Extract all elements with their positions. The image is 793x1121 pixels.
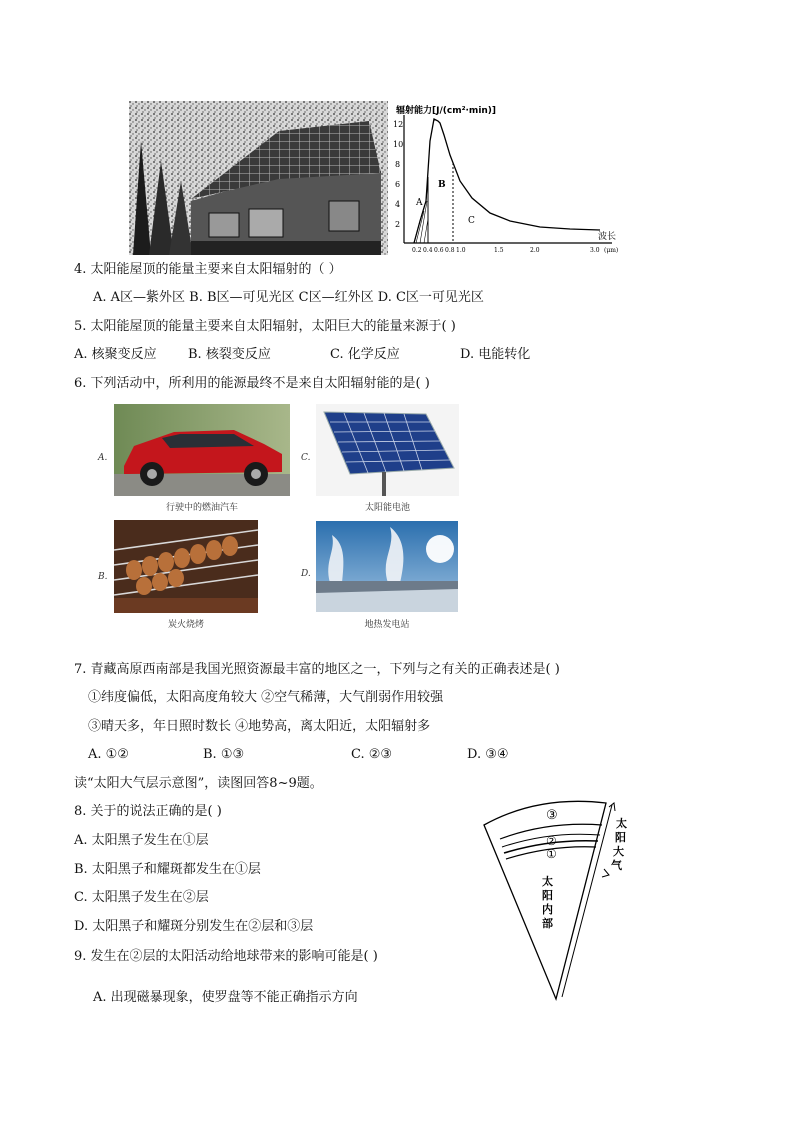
q5-option-c: C. 化学反应: [330, 347, 400, 362]
q7-statement-1-2: ①纬度偏低，太阳高度角较大 ②空气稀薄，大气削弱作用较强: [88, 690, 444, 705]
q6-img-d-caption: 地热发电站: [364, 620, 410, 630]
y-tick: 4: [395, 200, 401, 209]
x-tick: 0.2: [412, 247, 422, 254]
layer-1-label: ①: [546, 847, 557, 861]
house-illustration: [129, 101, 388, 255]
q6-img-a-caption: 行驶中的燃油汽车: [165, 503, 238, 513]
q8-option-a: A. 太阳黑子发生在①层: [74, 833, 209, 848]
sun-atmosphere-char: 大: [613, 845, 624, 858]
q8-option-c: C. 太阳黑子发生在②层: [74, 890, 209, 905]
x-tick: 1.5: [494, 247, 504, 254]
q6-stem: 6. 下列活动中，所利用的能源最终不是来自太阳辐射能的是( ): [74, 376, 430, 391]
q7-stem: 7. 青藏高原西南部是我国光照资源最丰富的地区之一，下列与之有关的正确表述是( ): [74, 662, 560, 677]
x-tick: 1.0: [456, 247, 466, 254]
sun-interior-char: 太: [542, 875, 553, 888]
sun-atmosphere-char: 气: [611, 859, 622, 872]
q6-image-car: [114, 404, 290, 496]
sun-interior-char: 阳: [542, 889, 553, 902]
q7-option-a: A. ①②: [88, 747, 129, 762]
region-label-c: C: [468, 216, 475, 226]
geothermal-picture: [316, 521, 458, 612]
solar-panel-picture: [316, 404, 459, 496]
q6-img-b-letter: B.: [98, 572, 108, 582]
chart-xlabel: 波长: [598, 232, 617, 242]
sun-layers-svg: [478, 795, 638, 1005]
q6-img-b-caption: 炭火烧烤: [167, 620, 204, 630]
solar-roof-house-photo: [129, 101, 388, 255]
region-label-b: B: [438, 180, 446, 190]
q6-img-a-letter: A.: [98, 453, 108, 463]
q4-stem: 4. 太阳能屋顶的能量主要来自太阳辐射的（ ）: [74, 262, 342, 277]
region-label-a: A: [416, 198, 423, 208]
x-tick: 3.0: [590, 247, 600, 254]
radiation-chart-svg: [390, 101, 635, 261]
q7-option-b: B. ①③: [203, 747, 245, 762]
q5-option-b: B. 核裂变反应: [188, 347, 271, 362]
sun-atmosphere-char: 阳: [615, 831, 626, 844]
q5-option-a: A. 核聚变反应: [74, 347, 157, 362]
q7-statement-3-4: ③晴天多，年日照时数长 ④地势高，离太阳近，太阳辐射多: [88, 719, 431, 734]
sun-atmosphere-char: 太: [616, 817, 627, 830]
y-tick: 12: [393, 120, 404, 129]
x-unit: (μm): [604, 247, 619, 254]
y-tick: 10: [393, 140, 404, 149]
q8-9-intro: 读“太阳大气层示意图”，读图回答8~9题。: [74, 776, 323, 791]
solar-radiation-chart: [390, 101, 635, 261]
q6-image-barbecue: [114, 520, 258, 613]
q5-option-d: D. 电能转化: [460, 347, 531, 362]
q6-image-solar-panel: [316, 404, 459, 496]
q7-option-d: D. ③④: [467, 747, 509, 762]
q8-option-d: D. 太阳黑子和耀斑分别发生在②层和③层: [74, 919, 314, 934]
x-tick: 2.0: [530, 247, 540, 254]
q6-image-geothermal: [316, 521, 458, 612]
x-tick: 0.4: [423, 247, 433, 254]
sun-atmosphere-diagram: [478, 795, 638, 1005]
q6-img-c-letter: C.: [301, 453, 311, 463]
layer-2-label: ②: [546, 834, 557, 848]
y-tick: 6: [395, 180, 401, 189]
y-tick: 2: [395, 220, 401, 229]
q5-stem: 5. 太阳能屋顶的能量主要来自太阳辐射，太阳巨大的能量来源于( ): [74, 319, 456, 334]
q6-img-c-caption: 太阳能电池: [364, 503, 410, 513]
q9-option-a: A. 出现磁暴现象，使罗盘等不能正确指示方向: [93, 990, 358, 1005]
q8-option-b: B. 太阳黑子和耀斑都发生在①层: [74, 862, 261, 877]
barbecue-picture: [114, 520, 258, 613]
x-tick: 0.8: [445, 247, 455, 254]
q4-options: A. A区—紫外区 B. B区—可见光区 C区—红外区 D. C区一可见光区: [93, 290, 484, 305]
sun-interior-char: 内: [542, 903, 553, 916]
layer-3-label: ③: [546, 808, 558, 823]
sun-interior-char: 部: [542, 917, 553, 930]
x-tick: 0.6: [434, 247, 444, 254]
q8-stem: 8. 关于的说法正确的是( ): [74, 804, 222, 819]
q7-option-c: C. ②③: [351, 747, 393, 762]
car-picture: [114, 404, 290, 496]
q9-stem: 9. 发生在②层的太阳活动给地球带来的影响可能是( ): [74, 949, 378, 964]
q6-img-d-letter: D.: [301, 569, 311, 579]
chart-ylabel: 辐射能力[J/(cm²·min)]: [396, 106, 497, 116]
y-tick: 8: [395, 160, 401, 169]
